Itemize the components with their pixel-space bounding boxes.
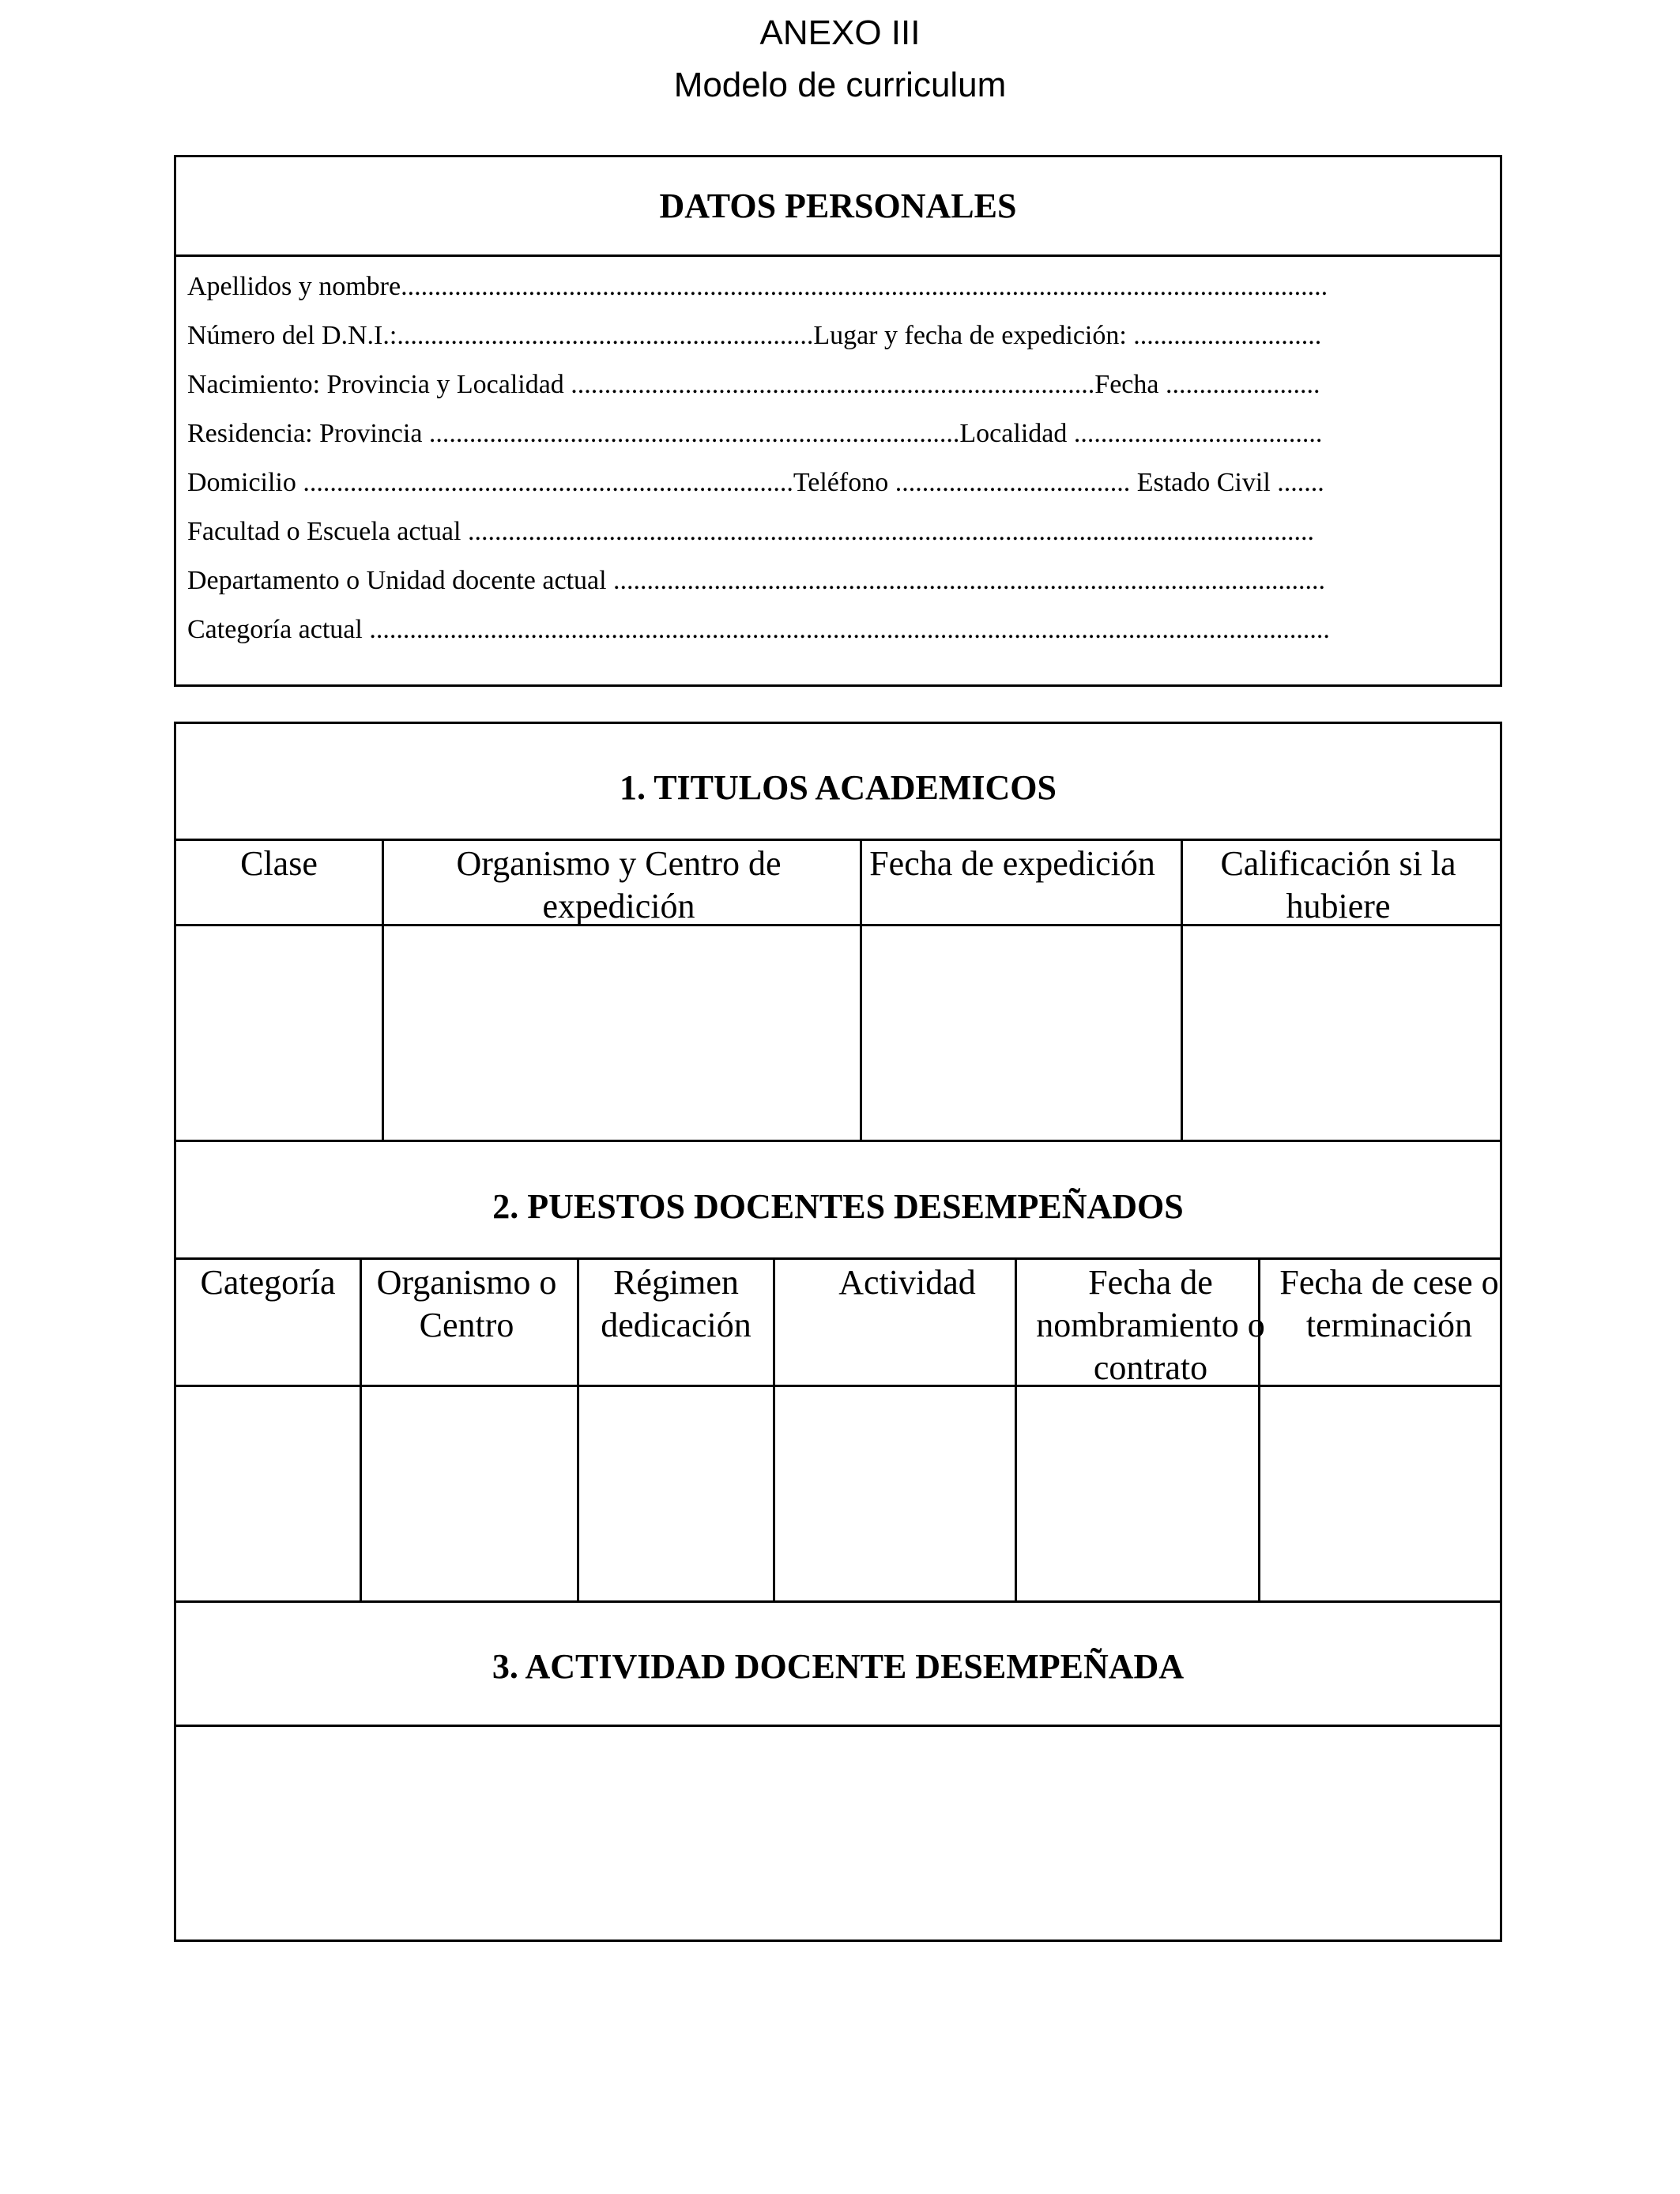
divider <box>860 839 862 1140</box>
field-facultad[interactable]: Facultad o Escuela actual .............................................................................................................................. <box>187 517 1314 546</box>
column-header: Clase <box>240 844 318 883</box>
personal-data-heading: DATOS PERSONALES <box>176 157 1500 257</box>
section3-title: 3. ACTIVIDAD DOCENTE DESEMPEÑADA <box>492 1647 1185 1686</box>
divider <box>773 1257 775 1600</box>
divider <box>176 1140 1500 1142</box>
input-cell-organismo[interactable] <box>384 926 860 1137</box>
input-cell-actividad-docente[interactable] <box>176 1727 1500 1940</box>
field-categoria[interactable]: Categoría actual ............................................................................................................................................... <box>187 615 1330 644</box>
column-header: Organismo y Centro de expedición <box>456 844 782 925</box>
divider <box>577 1257 579 1600</box>
column-header: Categoría <box>200 1263 336 1302</box>
personal-data-box <box>174 155 1502 687</box>
input-cell-regimen[interactable] <box>579 1387 773 1598</box>
input-cell-fecha-expedicion[interactable] <box>862 926 1181 1137</box>
field-apellidos-nombre[interactable]: Apellidos y nombre.......................................................................................................................................... <box>187 272 1328 301</box>
divider <box>360 1257 362 1600</box>
curriculum-tables-box <box>174 722 1502 1942</box>
divider <box>382 839 384 1140</box>
column-header: Fecha de expedición <box>869 844 1155 883</box>
field-domicilio[interactable]: Domicilio .........................................................................Teléfono ................................... Estado Civil ....... <box>187 468 1324 497</box>
field-residencia[interactable]: Residencia: Provincia ...............................................................................Localidad ..................................... <box>187 419 1323 448</box>
divider <box>176 1257 1500 1260</box>
column-header: Actividad <box>838 1263 976 1302</box>
document-subtitle: Modelo de curriculum <box>673 66 1007 104</box>
field-nacimiento[interactable]: Nacimiento: Provincia y Localidad ..............................................................................Fecha ....................... <box>187 370 1320 399</box>
column-header: Fecha de cese o terminación <box>1279 1263 1499 1344</box>
input-cell-fecha-nombramiento[interactable] <box>1017 1387 1258 1598</box>
section1-title: 1. TITULOS ACADEMICOS <box>620 768 1057 807</box>
divider <box>1258 1257 1260 1600</box>
input-cell-fecha-cese[interactable] <box>1260 1387 1500 1598</box>
field-departamento[interactable]: Departamento o Unidad docente actual .......................................................................................................... <box>187 566 1326 595</box>
column-header: Organismo o Centro <box>376 1263 557 1344</box>
section2-title: 2. PUESTOS DOCENTES DESEMPEÑADOS <box>492 1187 1184 1226</box>
divider <box>1015 1257 1017 1600</box>
input-cell-organismo-centro[interactable] <box>362 1387 577 1598</box>
input-cell-categoria[interactable] <box>176 1387 360 1598</box>
divider <box>176 1600 1500 1603</box>
field-dni[interactable]: Número del D.N.I.:..............................................................Lugar y fecha de expedición: ............................ <box>187 321 1322 350</box>
annex-title: ANEXO III <box>759 13 921 52</box>
divider <box>1181 839 1183 1140</box>
column-header: Calificación si la hubiere <box>1220 844 1456 925</box>
column-header: Fecha de nombramiento o contrato <box>1036 1263 1265 1387</box>
divider <box>176 839 1500 841</box>
input-cell-calificacion[interactable] <box>1183 926 1500 1137</box>
input-cell-clase[interactable] <box>176 926 382 1137</box>
column-header: Régimen dedicación <box>601 1263 751 1344</box>
input-cell-actividad[interactable] <box>775 1387 1015 1598</box>
